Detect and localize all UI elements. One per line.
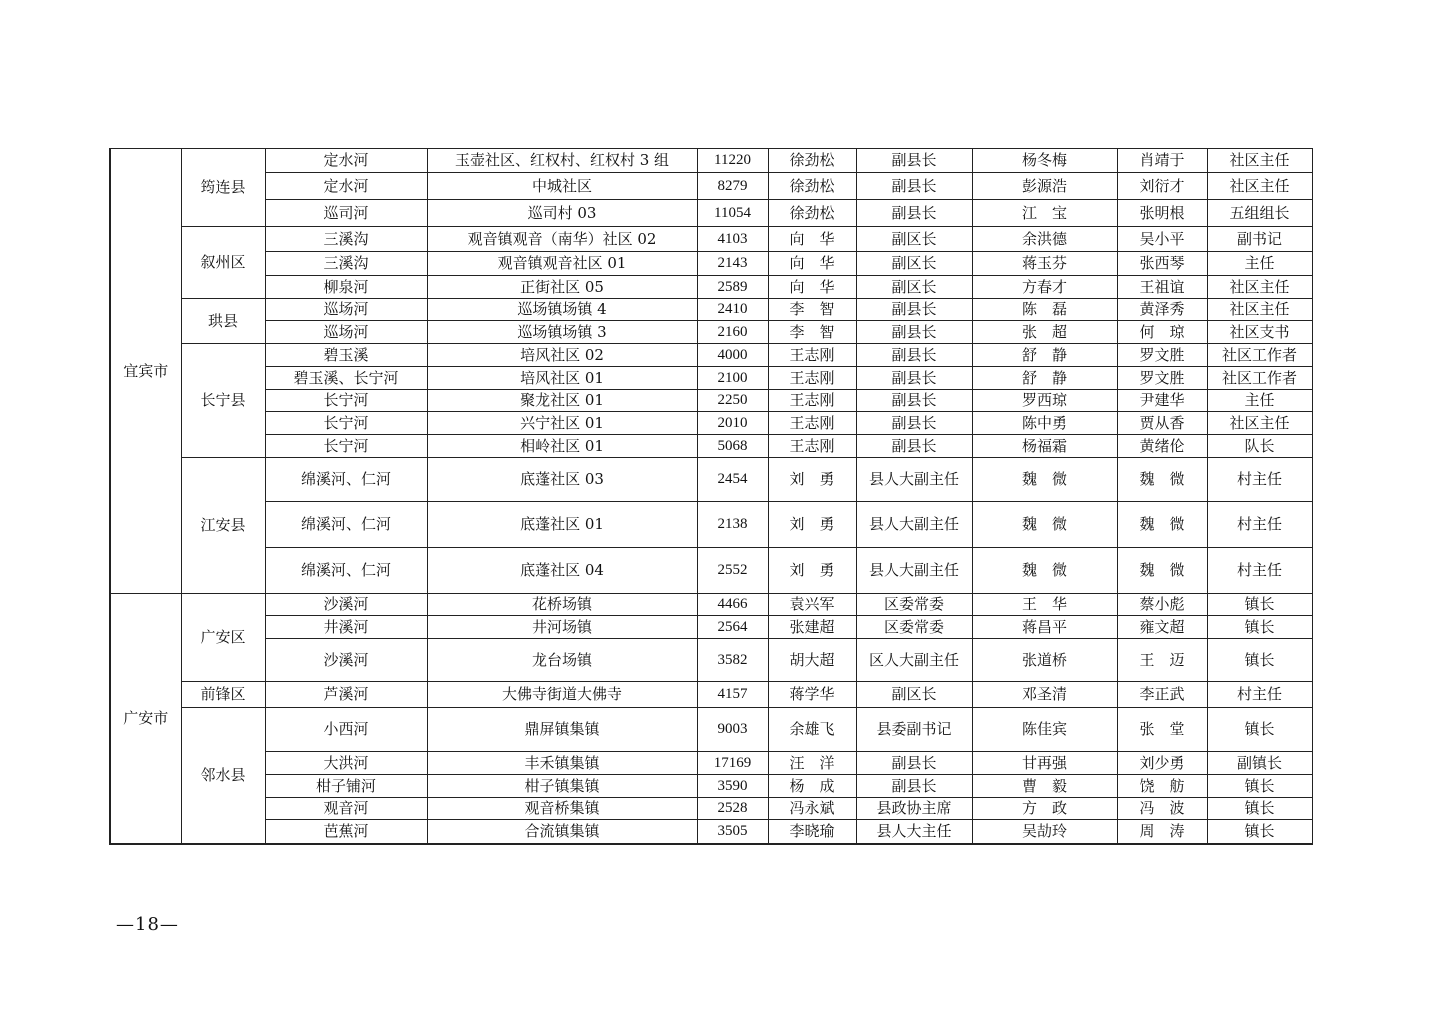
- population-cell: 11220: [697, 149, 768, 173]
- chief-cell: 方春才: [972, 276, 1117, 299]
- leader-cell: 李晓瑜: [768, 820, 856, 844]
- chief-cell: 张道桥: [972, 639, 1117, 682]
- contact-cell: 周 涛: [1117, 820, 1207, 844]
- population-cell: 5068: [697, 435, 768, 458]
- river-cell: 沙溪河: [265, 639, 427, 682]
- contact-cell: 何 琼: [1117, 321, 1207, 344]
- contact-cell: 刘少勇: [1117, 752, 1207, 775]
- river-cell: 柳泉河: [265, 276, 427, 299]
- leader-cell: 袁兴军: [768, 594, 856, 616]
- county-cell: 广安区: [181, 594, 265, 682]
- role-cell: 队长: [1207, 435, 1312, 458]
- location-cell: 正街社区 05: [427, 276, 697, 299]
- table-row: [110, 752, 1312, 775]
- contact-cell: 罗文胜: [1117, 367, 1207, 390]
- population-cell: 2160: [697, 321, 768, 344]
- role-cell: 村主任: [1207, 548, 1312, 594]
- river-cell: 碧玉溪、长宁河: [265, 367, 427, 390]
- leader-cell: 王志刚: [768, 435, 856, 458]
- chief-cell: 舒 静: [972, 344, 1117, 367]
- location-cell: 花桥场镇: [427, 594, 697, 616]
- position-cell: 副县长: [856, 412, 972, 435]
- chief-cell: 杨福霜: [972, 435, 1117, 458]
- table-row: [110, 200, 1312, 227]
- population-cell: 3582: [697, 639, 768, 682]
- river-cell: 三溪沟: [265, 252, 427, 276]
- leader-cell: 余雄飞: [768, 708, 856, 752]
- leader-cell: 张建超: [768, 616, 856, 639]
- table-row: [110, 344, 1312, 367]
- chief-cell: 魏 微: [972, 502, 1117, 548]
- position-cell: 副县长: [856, 367, 972, 390]
- location-cell: 底蓬社区 03: [427, 458, 697, 502]
- contact-cell: 魏 微: [1117, 502, 1207, 548]
- location-cell: 底蓬社区 04: [427, 548, 697, 594]
- location-cell: 兴宁社区 01: [427, 412, 697, 435]
- population-cell: 2143: [697, 252, 768, 276]
- population-cell: 4000: [697, 344, 768, 367]
- leader-cell: 王志刚: [768, 344, 856, 367]
- table-row: [110, 299, 1312, 321]
- river-chief-table: [109, 148, 1313, 845]
- leader-cell: 王志刚: [768, 412, 856, 435]
- location-cell: 相岭社区 01: [427, 435, 697, 458]
- position-cell: 县人大副主任: [856, 502, 972, 548]
- population-cell: 2138: [697, 502, 768, 548]
- location-cell: 丰禾镇集镇: [427, 752, 697, 775]
- population-cell: 2564: [697, 616, 768, 639]
- role-cell: 副书记: [1207, 227, 1312, 252]
- location-cell: 玉壶社区、红权村、红权村 3 组: [427, 149, 697, 173]
- position-cell: 县人大主任: [856, 820, 972, 844]
- table-row: [110, 367, 1312, 390]
- role-cell: 镇长: [1207, 616, 1312, 639]
- contact-cell: 冯 波: [1117, 798, 1207, 820]
- position-cell: 县人大副主任: [856, 548, 972, 594]
- location-cell: 培风社区 01: [427, 367, 697, 390]
- location-cell: 龙台场镇: [427, 639, 697, 682]
- county-cell: 江安县: [181, 458, 265, 594]
- chief-cell: 余洪德: [972, 227, 1117, 252]
- table-row: [110, 412, 1312, 435]
- position-cell: 副县长: [856, 435, 972, 458]
- contact-cell: 李正武: [1117, 682, 1207, 708]
- table-row: [110, 173, 1312, 200]
- role-cell: 村主任: [1207, 682, 1312, 708]
- position-cell: 县委副书记: [856, 708, 972, 752]
- population-cell: 8279: [697, 173, 768, 200]
- chief-cell: 彭源浩: [972, 173, 1117, 200]
- contact-cell: 饶 舫: [1117, 775, 1207, 798]
- contact-cell: 张明根: [1117, 200, 1207, 227]
- table-row: [110, 458, 1312, 502]
- location-cell: 底蓬社区 01: [427, 502, 697, 548]
- position-cell: 区委常委: [856, 594, 972, 616]
- chief-cell: 蒋昌平: [972, 616, 1117, 639]
- location-cell: 合流镇集镇: [427, 820, 697, 844]
- river-cell: 绵溪河、仁河: [265, 548, 427, 594]
- contact-cell: 雍文超: [1117, 616, 1207, 639]
- leader-cell: 李 智: [768, 321, 856, 344]
- contact-cell: 肖靖于: [1117, 149, 1207, 173]
- location-cell: 观音镇观音（南华）社区 02: [427, 227, 697, 252]
- contact-cell: 罗文胜: [1117, 344, 1207, 367]
- role-cell: 主任: [1207, 390, 1312, 412]
- river-cell: 三溪沟: [265, 227, 427, 252]
- location-cell: 培风社区 02: [427, 344, 697, 367]
- position-cell: 副县长: [856, 200, 972, 227]
- contact-cell: 张 堂: [1117, 708, 1207, 752]
- position-cell: 副县长: [856, 390, 972, 412]
- position-cell: 副县长: [856, 344, 972, 367]
- role-cell: 社区主任: [1207, 173, 1312, 200]
- contact-cell: 尹建华: [1117, 390, 1207, 412]
- table-row: [110, 435, 1312, 458]
- role-cell: 村主任: [1207, 458, 1312, 502]
- river-cell: 芭蕉河: [265, 820, 427, 844]
- chief-cell: 杨冬梅: [972, 149, 1117, 173]
- river-cell: 井溪河: [265, 616, 427, 639]
- population-cell: 4157: [697, 682, 768, 708]
- position-cell: 副区长: [856, 682, 972, 708]
- role-cell: 社区工作者: [1207, 344, 1312, 367]
- location-cell: 巡司村 03: [427, 200, 697, 227]
- contact-cell: 黄绪伦: [1117, 435, 1207, 458]
- leader-cell: 刘 勇: [768, 502, 856, 548]
- leader-cell: 王志刚: [768, 390, 856, 412]
- leader-cell: 蒋学华: [768, 682, 856, 708]
- table-row: [110, 798, 1312, 820]
- river-cell: 巡场河: [265, 321, 427, 344]
- chief-cell: 舒 静: [972, 367, 1117, 390]
- page-number: —18—: [116, 914, 179, 935]
- role-cell: 镇长: [1207, 798, 1312, 820]
- leader-cell: 冯永斌: [768, 798, 856, 820]
- chief-cell: 罗西琼: [972, 390, 1117, 412]
- role-cell: 镇长: [1207, 639, 1312, 682]
- population-cell: 2010: [697, 412, 768, 435]
- role-cell: 社区主任: [1207, 276, 1312, 299]
- location-cell: 大佛寺街道大佛寺: [427, 682, 697, 708]
- contact-cell: 王 迈: [1117, 639, 1207, 682]
- location-cell: 中城社区: [427, 173, 697, 200]
- river-cell: 绵溪河、仁河: [265, 502, 427, 548]
- role-cell: 社区支书: [1207, 321, 1312, 344]
- location-cell: 观音桥集镇: [427, 798, 697, 820]
- chief-cell: 陈佳宾: [972, 708, 1117, 752]
- river-cell: 长宁河: [265, 390, 427, 412]
- table-row: [110, 227, 1312, 252]
- contact-cell: 王祖谊: [1117, 276, 1207, 299]
- population-cell: 9003: [697, 708, 768, 752]
- river-cell: 巡司河: [265, 200, 427, 227]
- role-cell: 社区主任: [1207, 412, 1312, 435]
- contact-cell: 黄泽秀: [1117, 299, 1207, 321]
- location-cell: 井河场镇: [427, 616, 697, 639]
- position-cell: 副县长: [856, 299, 972, 321]
- role-cell: 镇长: [1207, 775, 1312, 798]
- contact-cell: 魏 微: [1117, 548, 1207, 594]
- leader-cell: 向 华: [768, 227, 856, 252]
- county-cell: 叙州区: [181, 227, 265, 299]
- chief-cell: 吴劼玲: [972, 820, 1117, 844]
- population-cell: 11054: [697, 200, 768, 227]
- river-cell: 定水河: [265, 173, 427, 200]
- role-cell: 社区工作者: [1207, 367, 1312, 390]
- population-cell: 2528: [697, 798, 768, 820]
- chief-cell: 江 宝: [972, 200, 1117, 227]
- chief-cell: 陈 磊: [972, 299, 1117, 321]
- county-cell: 邻水县: [181, 708, 265, 844]
- contact-cell: 贾从香: [1117, 412, 1207, 435]
- role-cell: 副镇长: [1207, 752, 1312, 775]
- role-cell: 社区主任: [1207, 149, 1312, 173]
- river-cell: 长宁河: [265, 435, 427, 458]
- river-cell: 长宁河: [265, 412, 427, 435]
- population-cell: 2589: [697, 276, 768, 299]
- chief-cell: 陈中勇: [972, 412, 1117, 435]
- location-cell: 巡场镇场镇 3: [427, 321, 697, 344]
- position-cell: 县人大副主任: [856, 458, 972, 502]
- table-row: [110, 252, 1312, 276]
- table-row: [110, 708, 1312, 752]
- position-cell: 县政协主席: [856, 798, 972, 820]
- chief-cell: 邓圣清: [972, 682, 1117, 708]
- committee-table-sheet: [109, 148, 1313, 845]
- river-cell: 观音河: [265, 798, 427, 820]
- position-cell: 区委常委: [856, 616, 972, 639]
- river-cell: 芦溪河: [265, 682, 427, 708]
- contact-cell: 蔡小彪: [1117, 594, 1207, 616]
- location-cell: 鼎屏镇集镇: [427, 708, 697, 752]
- leader-cell: 徐劲松: [768, 173, 856, 200]
- county-cell: 珙县: [181, 299, 265, 344]
- role-cell: 镇长: [1207, 594, 1312, 616]
- table-row: [110, 502, 1312, 548]
- population-cell: 4103: [697, 227, 768, 252]
- role-cell: 村主任: [1207, 502, 1312, 548]
- chief-cell: 张 超: [972, 321, 1117, 344]
- population-cell: 2250: [697, 390, 768, 412]
- contact-cell: 魏 微: [1117, 458, 1207, 502]
- leader-cell: 胡大超: [768, 639, 856, 682]
- county-cell: 长宁县: [181, 344, 265, 458]
- role-cell: 五组组长: [1207, 200, 1312, 227]
- table-row: [110, 548, 1312, 594]
- position-cell: 副县长: [856, 775, 972, 798]
- river-cell: 定水河: [265, 149, 427, 173]
- contact-cell: 吴小平: [1117, 227, 1207, 252]
- role-cell: 镇长: [1207, 820, 1312, 844]
- role-cell: 主任: [1207, 252, 1312, 276]
- contact-cell: 张西琴: [1117, 252, 1207, 276]
- leader-cell: 徐劲松: [768, 200, 856, 227]
- leader-cell: 杨 成: [768, 775, 856, 798]
- chief-cell: 曹 毅: [972, 775, 1117, 798]
- chief-cell: 蒋玉芬: [972, 252, 1117, 276]
- position-cell: 副区长: [856, 252, 972, 276]
- population-cell: 3590: [697, 775, 768, 798]
- table-row: [110, 594, 1312, 616]
- chief-cell: 王 华: [972, 594, 1117, 616]
- river-cell: 小西河: [265, 708, 427, 752]
- location-cell: 巡场镇场镇 4: [427, 299, 697, 321]
- table-row: [110, 390, 1312, 412]
- river-cell: 巡场河: [265, 299, 427, 321]
- table-row: [110, 149, 1312, 173]
- table-row: [110, 775, 1312, 798]
- leader-cell: 徐劲松: [768, 149, 856, 173]
- river-cell: 大洪河: [265, 752, 427, 775]
- contact-cell: 刘衍才: [1117, 173, 1207, 200]
- table-row: [110, 639, 1312, 682]
- position-cell: 副县长: [856, 321, 972, 344]
- location-cell: 柑子镇集镇: [427, 775, 697, 798]
- position-cell: 副区长: [856, 227, 972, 252]
- position-cell: 副县长: [856, 149, 972, 173]
- chief-cell: 方 政: [972, 798, 1117, 820]
- position-cell: 区人大副主任: [856, 639, 972, 682]
- population-cell: 2454: [697, 458, 768, 502]
- population-cell: 2100: [697, 367, 768, 390]
- chief-cell: 魏 微: [972, 548, 1117, 594]
- table-row: [110, 682, 1312, 708]
- city-cell: 广安市: [110, 594, 181, 844]
- population-cell: 2410: [697, 299, 768, 321]
- population-cell: 4466: [697, 594, 768, 616]
- table-row: [110, 276, 1312, 299]
- position-cell: 副县长: [856, 173, 972, 200]
- leader-cell: 刘 勇: [768, 458, 856, 502]
- table-row: [110, 616, 1312, 639]
- table-row: [110, 820, 1312, 844]
- leader-cell: 王志刚: [768, 367, 856, 390]
- river-cell: 沙溪河: [265, 594, 427, 616]
- location-cell: 观音镇观音社区 01: [427, 252, 697, 276]
- population-cell: 17169: [697, 752, 768, 775]
- leader-cell: 汪 洋: [768, 752, 856, 775]
- position-cell: 副县长: [856, 752, 972, 775]
- leader-cell: 刘 勇: [768, 548, 856, 594]
- chief-cell: 魏 微: [972, 458, 1117, 502]
- role-cell: 镇长: [1207, 708, 1312, 752]
- county-cell: 前锋区: [181, 682, 265, 708]
- table-row: [110, 321, 1312, 344]
- position-cell: 副区长: [856, 276, 972, 299]
- river-cell: 柑子铺河: [265, 775, 427, 798]
- leader-cell: 李 智: [768, 299, 856, 321]
- river-cell: 碧玉溪: [265, 344, 427, 367]
- leader-cell: 向 华: [768, 276, 856, 299]
- city-cell: 宜宾市: [110, 149, 181, 594]
- location-cell: 聚龙社区 01: [427, 390, 697, 412]
- chief-cell: 甘再强: [972, 752, 1117, 775]
- role-cell: 社区主任: [1207, 299, 1312, 321]
- population-cell: 3505: [697, 820, 768, 844]
- county-cell: 筠连县: [181, 149, 265, 227]
- population-cell: 2552: [697, 548, 768, 594]
- leader-cell: 向 华: [768, 252, 856, 276]
- river-cell: 绵溪河、仁河: [265, 458, 427, 502]
